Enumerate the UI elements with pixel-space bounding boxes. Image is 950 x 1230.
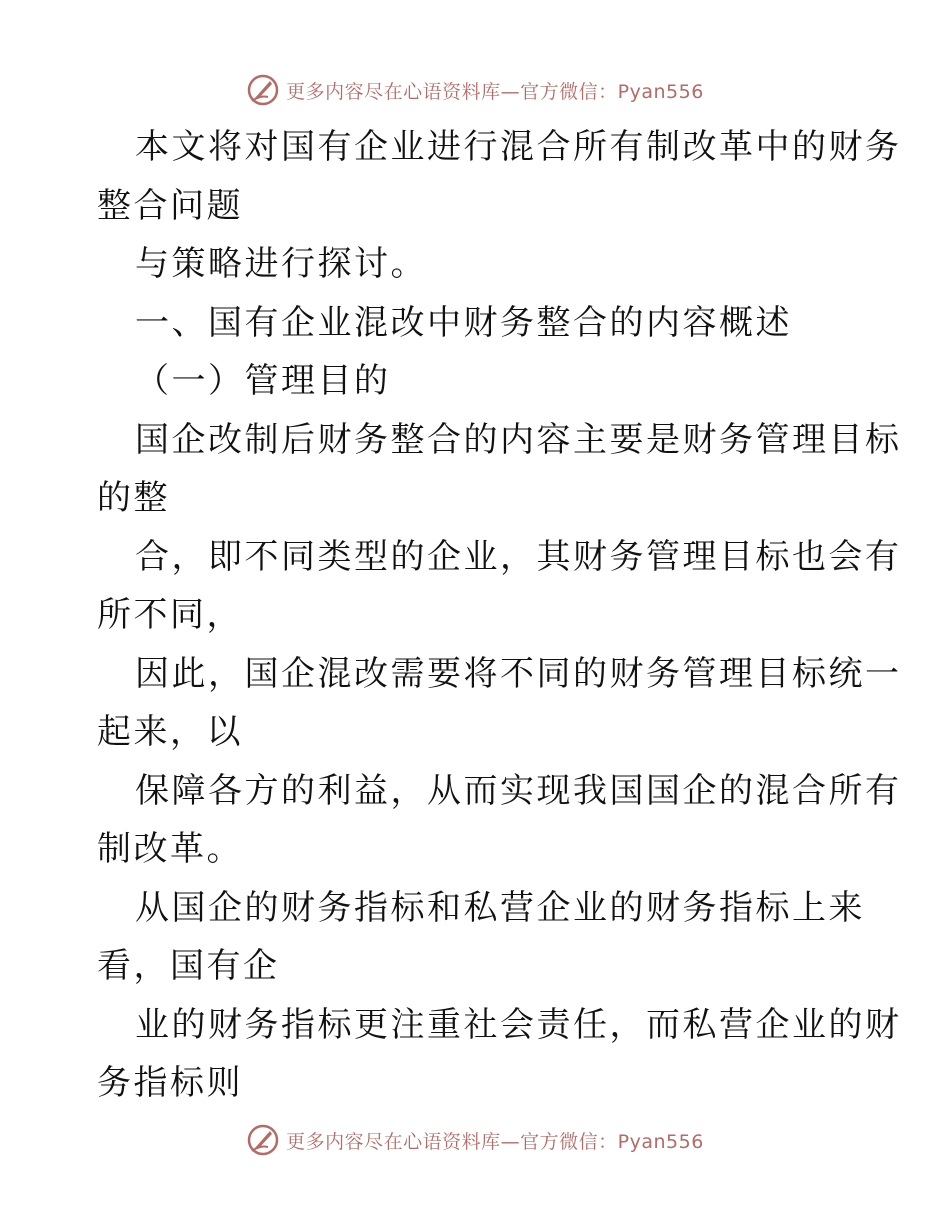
body-line: 国企改制后财务整合的内容主要是财务管理目标 (135, 419, 902, 460)
body-line: 整合问题 (97, 185, 243, 226)
body-line: 从国企的财务指标和私营企业的财务指标上来 (135, 887, 865, 928)
header-watermark (0, 70, 950, 110)
footer-watermark (0, 1120, 950, 1160)
document-body (97, 118, 902, 1113)
body-line: 业的财务指标更注重社会责任，而私营企业的财 (135, 1004, 902, 1045)
quill-logo-icon (246, 1123, 280, 1157)
subsection-heading: （一）管理目的 (135, 361, 391, 401)
body-line: 看，国有企 (97, 946, 280, 986)
body-line: 与策略进行探讨。 (135, 244, 427, 284)
body-line: 务指标则 (97, 1063, 243, 1103)
section-heading: 一、国有企业混改中财务整合的内容概述 (135, 302, 792, 343)
header-watermark-text: 更多内容尽在心语资料库—官方微信：Pyan556 (286, 80, 704, 103)
body-line: 合，即不同类型的企业，其财务管理目标也会有 (135, 536, 902, 577)
body-line: 因此，国企混改需要将不同的财务管理目标统一 (135, 653, 902, 694)
body-line: 所不同， (97, 595, 243, 635)
footer-watermark-text: 更多内容尽在心语资料库—官方微信：Pyan556 (286, 1130, 704, 1153)
quill-logo-icon (246, 73, 280, 107)
body-line: 的整 (97, 478, 170, 518)
body-line: 保障各方的利益，从而实现我国国企的混合所有 (135, 770, 902, 811)
body-line: 本文将对国有企业进行混合所有制改革中的财务 (135, 127, 902, 167)
body-line: 制改革。 (97, 829, 243, 869)
body-line: 起来，以 (97, 712, 243, 752)
